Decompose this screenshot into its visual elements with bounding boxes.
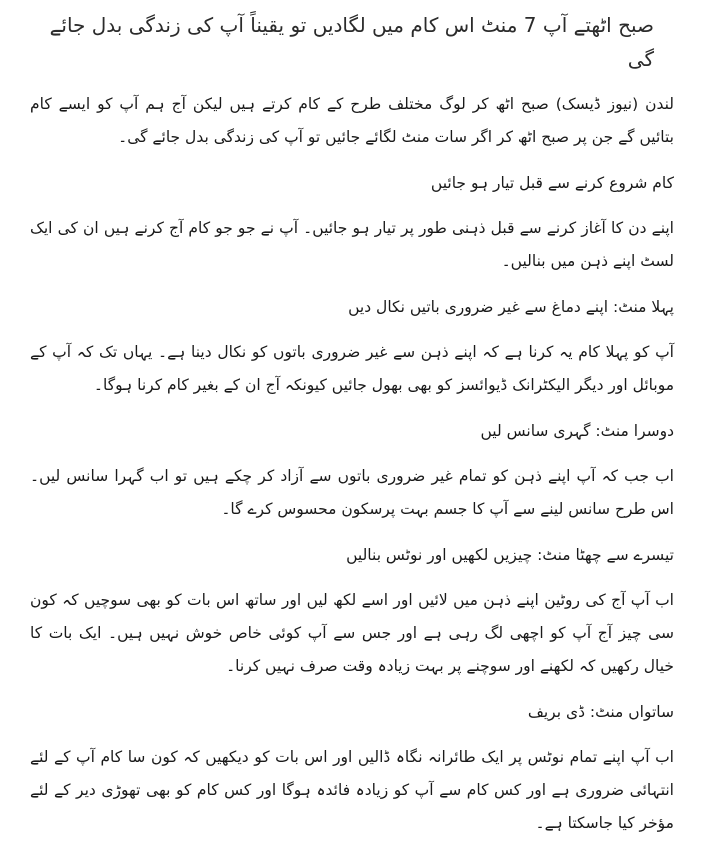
article-intro: لندن (نیوز ڈیسک) صبح اٹھ کر لوگ مختلف طرح کے کام کرتے ہیں لیکن آج ہم آپ کو ایسے کام بتائیں گے جن پر صبح اٹھ کر اگر سات منٹ لگائے جائیں تو آپ کی زندگی بدل جائے گی۔: [30, 95, 674, 146]
section-heading: دوسرا منٹ: گہری سانس لیں: [480, 422, 674, 440]
section-heading: ساتواں منٹ: ڈی بریف: [527, 703, 674, 721]
section-body: اب آپ اپنے تمام نوٹس پر ایک طائرانہ نگاہ ڈالیں اور اس بات کو دیکھیں کہ کون سا کام آپ کے لئے انتہائی ضروری ہے اور کس کام سے آپ کو زیادہ فائدہ ہوگا اور کس کام کو بھی تھوڑی دیر کے لئے مؤخر کیا جاسکتا ہے۔: [30, 748, 674, 832]
section-body: اب آپ آج کی روٹین اپنے ذہن میں لائیں اور اسے لکھ لیں اور ساتھ اس بات کو بھی سوچیں کہ کون سی چیز آج آپ کو اچھی لگ رہی ہے اور جس سے آپ کوئی خاص خوش نہیں ہیں۔ ایک بات کا خیال رکھیں کہ لکھنے اور سوچنے پر بہت زیادہ وقت صرف نہیں کرنا۔: [30, 591, 674, 675]
section-heading: پہلا منٹ: اپنے دماغ سے غیر ضروری باتیں نکال دیں: [348, 298, 674, 316]
section-heading: تیسرے سے چھٹا منٹ: چیزیں لکھیں اور نوٹس بنالیں: [346, 546, 674, 564]
section-heading: کام شروع کرنے سے قبل تیار ہو جائیں: [430, 174, 674, 192]
section-body: آپ کو پہلا کام یہ کرنا ہے کہ اپنے ذہن سے غیر ضروری باتوں کو نکال دینا ہے۔ یہاں تک کہ آپ کے موبائل اور دیگر الیکٹرانک ڈیوائسز کو بھی بھول جائیں کیونکہ آج ان کے بغیر کام کرنا ہوگا۔: [30, 343, 674, 394]
article-title: صبح اٹھتے آپ 7 منٹ اس کام میں لگادیں تو یقیناً آپ کی زندگی بدل جائے گی: [49, 13, 654, 71]
section-minutes-three-six: [30, 540, 674, 683]
section-minute-two: [30, 416, 674, 526]
section-body: اب جب کہ آپ اپنے ذہن کو تمام غیر ضروری باتوں سے آزاد کر چکے ہیں تو اب گہرا سانس لیں۔ اس طرح سانس لینے سے آپ کا جسم بہت پرسکون محسوس کرے گا۔: [30, 467, 674, 518]
section-prepare: [30, 168, 674, 278]
section-body: اپنے دن کا آغاز کرنے سے قبل ذہنی طور پر تیار ہو جائیں۔ آپ نے جو جو کام آج کرنے ہیں ان کی ایک لسٹ اپنے ذہن میں بنالیں۔: [30, 219, 674, 270]
section-minute-seven: [30, 697, 674, 840]
section-minute-one: [30, 292, 674, 402]
